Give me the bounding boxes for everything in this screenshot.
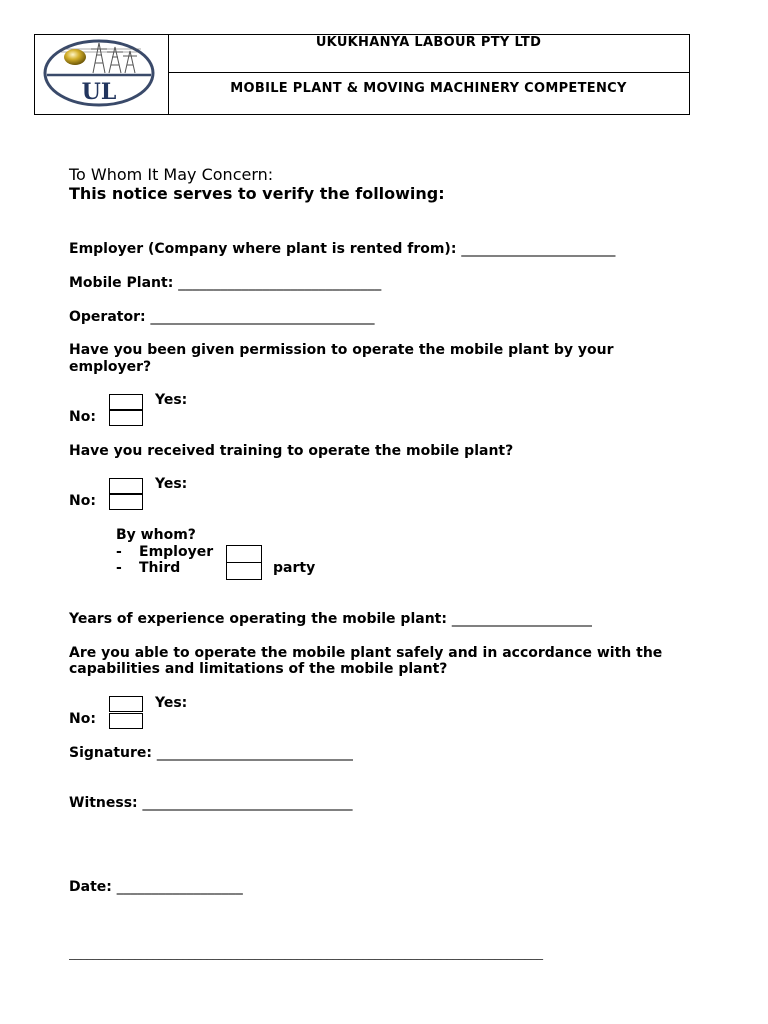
signature-blank[interactable]: ____________________________ xyxy=(156,745,353,761)
permission-yes-checkbox[interactable] xyxy=(109,394,143,410)
safety-yes-checkbox[interactable] xyxy=(109,696,143,712)
years-experience-label: Years of experience operating the mobile plant: xyxy=(69,611,452,627)
question-safety-line2: capabilities and limitations of the mobile plant? xyxy=(69,661,448,677)
option-dash-employer: - xyxy=(116,544,122,560)
training-no-label: No: xyxy=(69,493,96,509)
mobile-plant-blank[interactable]: _____________________________ xyxy=(178,275,382,291)
date-blank[interactable]: __________________ xyxy=(116,879,243,895)
option-party-label: party xyxy=(273,560,316,576)
signature-label: Signature: xyxy=(69,745,157,761)
document-title: MOBILE PLANT & MOVING MACHINERY COMPETENCY xyxy=(230,81,627,96)
question-safety-line1: Are you able to operate the mobile plant safely and in accordance with the xyxy=(69,645,663,661)
signature-field[interactable] xyxy=(69,745,353,761)
safety-yes-label: Yes: xyxy=(155,695,188,711)
training-yes-label: Yes: xyxy=(155,476,188,492)
option-employer-label: Employer xyxy=(139,544,214,560)
training-no-checkbox[interactable] xyxy=(109,494,143,510)
operator-blank[interactable]: ________________________________ xyxy=(150,309,375,325)
safety-no-checkbox[interactable] xyxy=(109,713,143,729)
years-experience-blank[interactable]: ____________________ xyxy=(451,611,592,627)
employer-field[interactable] xyxy=(69,241,615,257)
logo-cell xyxy=(35,35,169,114)
company-logo-icon xyxy=(41,37,159,111)
footer-line: _______________________________________________________________________________ xyxy=(69,946,543,960)
option-dash-third: - xyxy=(116,560,122,576)
witness-label: Witness: xyxy=(69,795,143,811)
employer-blank[interactable]: ______________________ xyxy=(461,241,616,257)
option-third-label: Third xyxy=(139,560,181,576)
date-field[interactable] xyxy=(69,879,243,895)
question-training: Have you received training to operate the mobile plant? xyxy=(69,443,514,459)
permission-yes-label: Yes: xyxy=(155,392,188,408)
safety-no-label: No: xyxy=(69,711,96,727)
mobile-plant-label: Mobile Plant: xyxy=(69,275,179,291)
intro-statement: This notice serves to verify the following: xyxy=(69,184,445,203)
logo-letters: UL xyxy=(81,79,117,105)
by-whom-label: By whom? xyxy=(116,527,196,543)
date-label: Date: xyxy=(69,879,117,895)
permission-no-checkbox[interactable] xyxy=(109,410,143,426)
header-table xyxy=(34,34,690,115)
third-party-checkbox[interactable] xyxy=(226,562,262,580)
company-name: UKUKHANYA LABOUR PTY LTD xyxy=(315,35,542,50)
mobile-plant-field[interactable] xyxy=(69,275,381,291)
permission-no-label: No: xyxy=(69,409,96,425)
witness-blank[interactable]: ______________________________ xyxy=(142,795,353,811)
years-experience-field[interactable] xyxy=(69,611,592,627)
salutation: To Whom It May Concern: xyxy=(69,165,274,184)
question-permission-line1: Have you been given permission to operate the mobile plant by your xyxy=(69,342,614,358)
operator-label: Operator: xyxy=(69,309,151,325)
question-permission-line2: employer? xyxy=(69,359,152,375)
employer-checkbox[interactable] xyxy=(226,545,262,563)
employer-label: Employer (Company where plant is rented from): xyxy=(69,241,462,257)
header-row-divider xyxy=(168,72,689,73)
training-yes-checkbox[interactable] xyxy=(109,478,143,494)
operator-field[interactable] xyxy=(69,309,374,325)
witness-field[interactable] xyxy=(69,795,353,811)
